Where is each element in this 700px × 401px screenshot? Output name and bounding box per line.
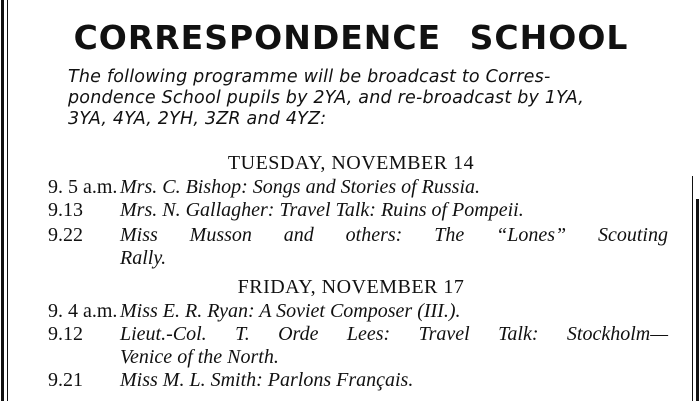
programme-line: Miss E. R. Ryan: A Soviet Composer (III.). xyxy=(120,300,461,322)
programme-item xyxy=(120,300,668,323)
programme-item xyxy=(120,199,668,222)
programme-line: Mrs. N. Gallagher: Travel Talk: Ruins of Pompeii. xyxy=(120,199,524,221)
programme-item xyxy=(120,224,668,270)
broadcast-time: 9. 4 a.m. xyxy=(48,300,118,322)
programme-line: Miss M. L. Smith: Parlons Français. xyxy=(120,369,414,391)
broadcast-time: 9.21 xyxy=(48,369,83,391)
left-border-thick xyxy=(1,0,4,401)
programme-line: Mrs. C. Bishop: Songs and Stories of Russia. xyxy=(120,176,481,198)
broadcast-time: 9.22 xyxy=(48,224,83,246)
intro-line: pondence School pupils by 2YA, and re-broadcast by 1YA, xyxy=(68,88,584,108)
intro-paragraph xyxy=(68,67,668,130)
programme-line: Lieut.-Col. T. Orde Lees: Travel Talk: Stockholm— xyxy=(120,323,668,345)
right-border-thick xyxy=(696,199,699,401)
notice-heading: CORRESPONDENCE SCHOOL xyxy=(73,18,629,57)
broadcast-time: 9.13 xyxy=(48,199,83,221)
intro-line: 3YA, 4YA, 2YH, 3ZR and 4YZ: xyxy=(68,109,327,129)
programme-item xyxy=(120,176,668,199)
day-heading-friday: FRIDAY, NOVEMBER 17 xyxy=(237,276,465,298)
programme-item xyxy=(120,323,668,369)
programme-line: Rally. xyxy=(120,247,167,269)
right-border-thin xyxy=(692,176,693,401)
intro-line: The following programme will be broadcast to Corres- xyxy=(68,67,551,87)
day-heading-tuesday: TUESDAY, NOVEMBER 14 xyxy=(227,152,475,174)
programme-line: Miss Musson and others: The “Lones” Scouting xyxy=(120,224,668,246)
left-border-thin xyxy=(7,0,8,401)
broadcast-time: 9. 5 a.m. xyxy=(48,176,118,198)
programme-item xyxy=(120,369,668,392)
programme-line: Venice of the North. xyxy=(120,346,279,368)
broadcast-time: 9.12 xyxy=(48,323,83,345)
